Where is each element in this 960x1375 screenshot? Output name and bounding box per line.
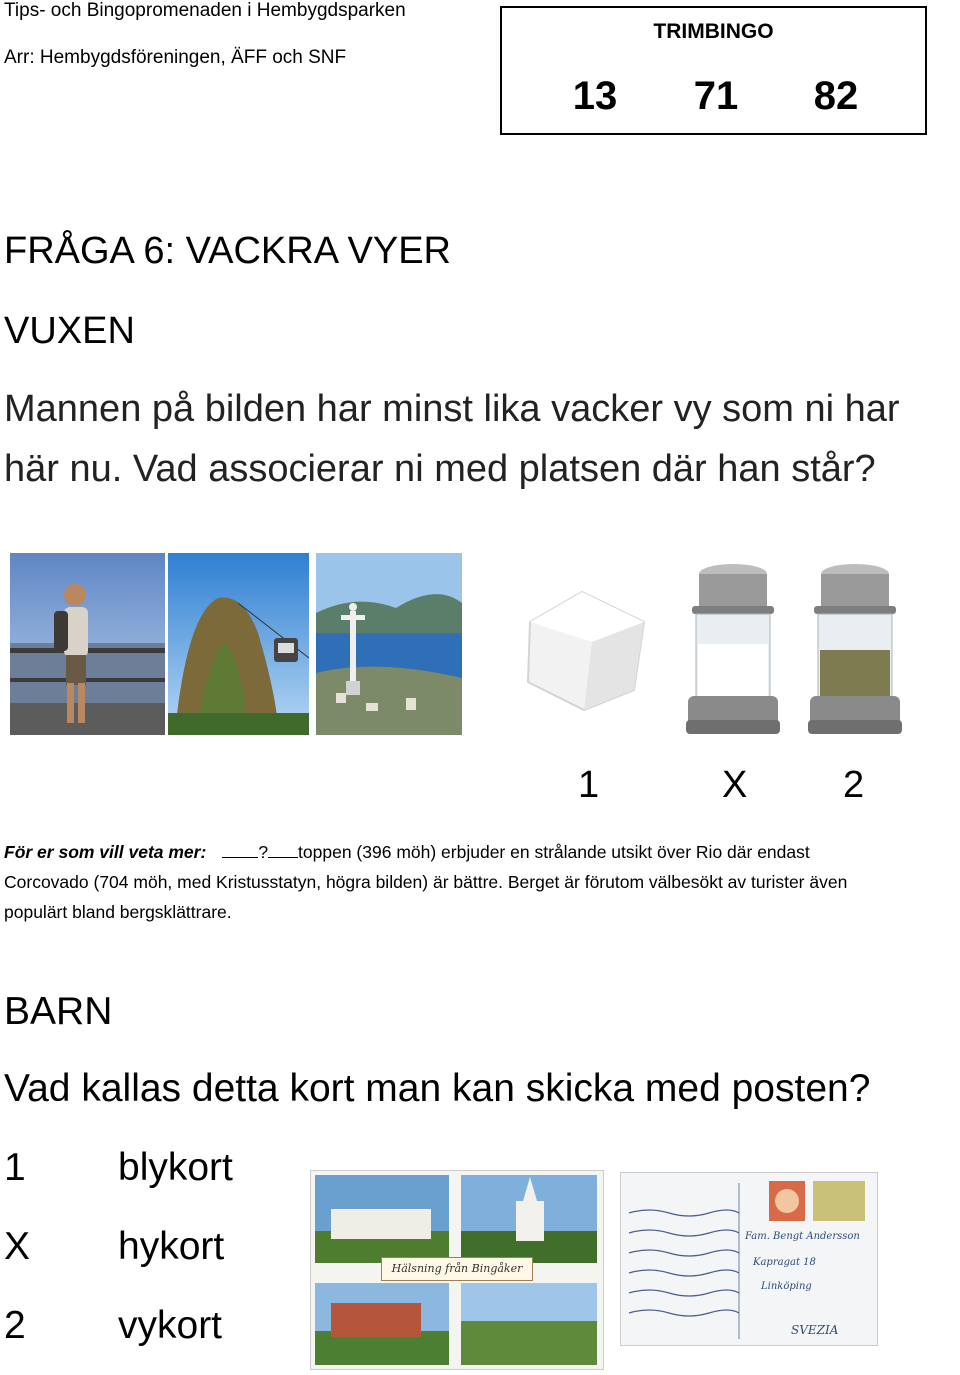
info-line-2: Corcovado (704 möh, med Kristusstatyn, högra bilden) är bättre. Berget är förutom välbesökt av turister även [4,872,848,892]
bingo-title: TRIMBINGO [653,20,774,43]
adult-question-line-1: Mannen på bilden har minst lika vacker vy som ni har [4,388,900,430]
bingo-box [500,6,927,135]
postcard-back-image [620,1172,878,1346]
postcard-address-2: Kapragat 18 [753,1257,816,1268]
postcard-banner: Hälsning från Bingåker [381,1257,533,1281]
info-line-3: populärt bland bergsklättrare. [4,902,232,922]
kids-question: Vad kallas detta kort man kan skicka med posten? [4,1067,871,1110]
kids-answer-text-1: blykort [118,1146,233,1189]
adult-question-line-2: här nu. Vad associerar ni med platsen där han står? [4,448,876,490]
postcard-address-1: Fam. Bengt Andersson [745,1231,860,1242]
info-lead: För er som vill veta mer: [4,842,207,862]
header-line-1: Tips- och Bingopromenaden i Hembygdsparken [4,0,406,21]
corcovado-photo [316,553,462,735]
info-question-mark: ? [258,842,269,862]
info-line-1 [4,837,810,867]
kids-answer-text-x: hykort [118,1225,225,1268]
man-viewpoint-photo [10,553,165,735]
option-2: 2 [843,764,865,806]
salt-shaker-image [678,560,788,740]
kids-answer-text-2: vykort [118,1304,223,1347]
sugarloaf-photo [168,553,309,735]
pepper-shaker-image [800,560,910,740]
header-line-2: Arr: Hembygdsföreningen, ÄFF och SNF [4,47,347,68]
bingo-number-2: 71 [693,74,739,118]
bingo-number-3: 82 [813,74,859,118]
option-x: X [722,764,748,806]
adult-label: VUXEN [4,310,135,352]
sugar-cube-image [522,582,650,712]
question-title: FRÅGA 6: VACKRA VYER [4,230,452,272]
kids-answer-key-1: 1 [4,1146,26,1189]
kids-answer-key-2: 2 [4,1304,26,1347]
option-1: 1 [578,764,600,806]
postcard-front-image [310,1170,604,1370]
kids-answer-key-x: X [4,1225,31,1268]
info-text-1: toppen (396 möh) erbjuder en strålande utsikt över Rio där endast [298,842,810,862]
postcard-address-4: SVEZIA [791,1323,839,1337]
kids-label: BARN [4,990,113,1033]
bingo-number-1: 13 [572,74,618,118]
postcard-address-3: Linköping [761,1281,812,1292]
